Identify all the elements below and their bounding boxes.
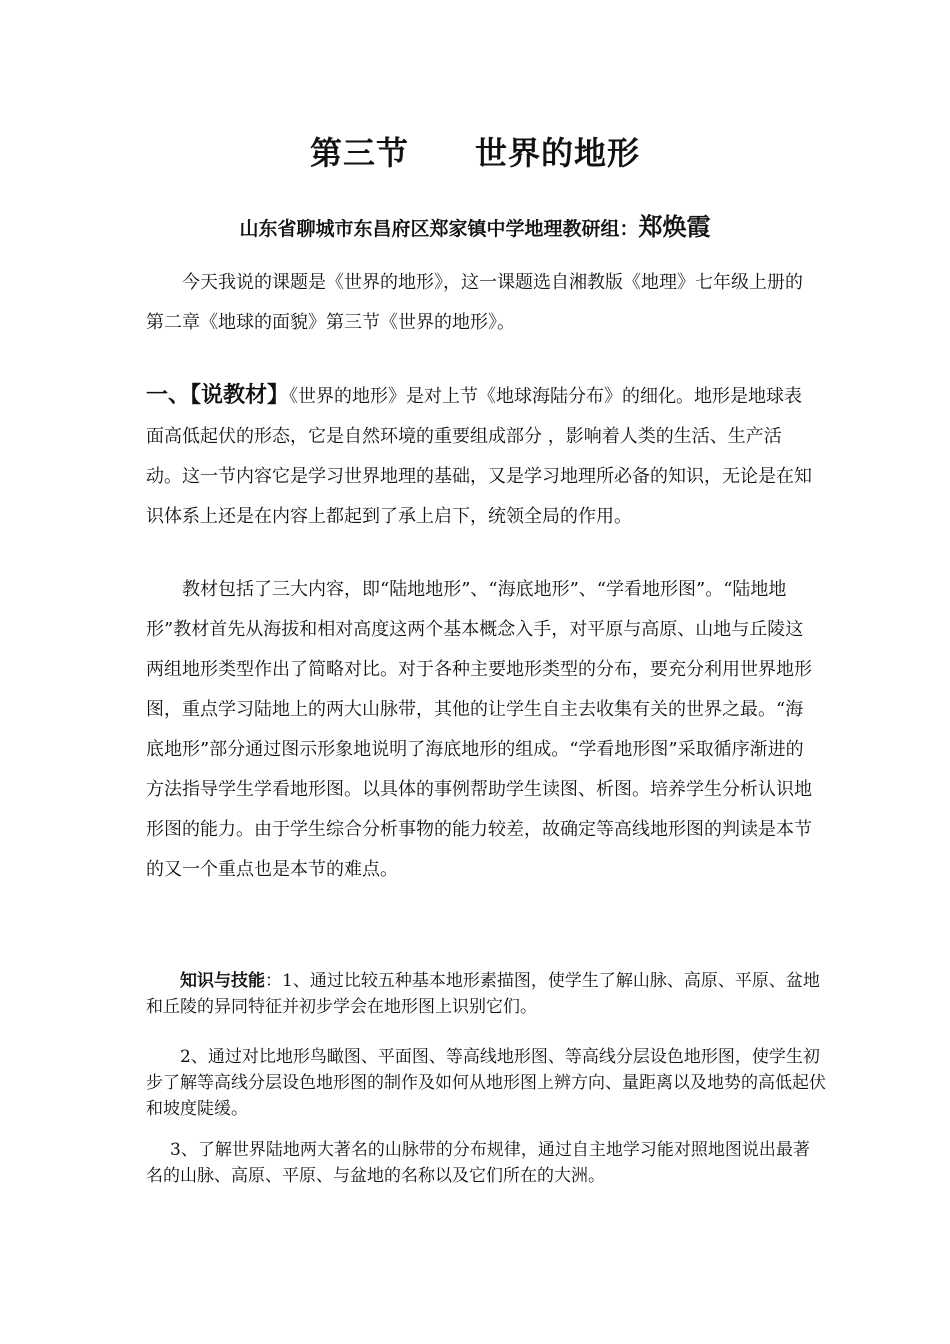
section-number: 一、 [146,383,191,408]
skills-item-1 [146,968,826,1020]
skills-item-2-text: 2、通过对比地形鸟瞰图、平面图、等高线地形图、等高线分层设色地形图，使学生初步了解等高线分层设色地形图的制作及如何从地形图上辨方向、量距离以及地势的高低起伏和坡度陡缓。 [146,1047,826,1119]
skills-item-3 [146,1137,826,1189]
author-name: 郑焕霞 [638,213,711,241]
page-title [0,128,950,174]
skills-item-3-text: 3、了解世界陆地两大著名的山脉带的分布规律，通过自主地学习能对照地图说出最著名的山脉、高原、平原、与盆地的名称以及它们所在的大洲。 [146,1140,810,1186]
content-paragraph [146,570,816,890]
skills-item-1-text: 1、通过比较五种基本地形素描图，使学生了解山脉、高原、平原、盆地和丘陵的异同特征并初步学会在地形图上识别它们。 [146,971,820,1017]
skills-item-2 [146,1044,826,1122]
content-text: 教材包括了三大内容，即“陆地地形”、“海底地形”、“学看地形图”。“陆地地形”教材首先从海拔和相对高度这两个基本概念入手，对平原与高原、山地与丘陵这两组地形类型作出了简略对比。对于各种主要地形类型的分布，要充分利用世界地形图，重点学习陆地上的两大山脉带，其他的让学生自主去收集有关的世界之最。“海底地形”部分通过图示形象地说明了海底地形的组成。“学看地形图”采取循序渐进的方法指导学生学看地形图。以具体的事例帮助学生读图、析图。培养学生分析认识地形图的能力。由于学生综合分析事物的能力较差，故确定等高线地形图的判读是本节的又一个重点也是本节的难点。 [146,579,812,880]
author-organization: 山东省聊城市东昌府区郑家镇中学地理教研组： [239,218,639,240]
title-topic: 世界的地形 [475,134,641,172]
skills-colon: ： [265,971,282,991]
skills-label: 知识与技能 [180,971,265,991]
section-textbook-text: 《世界的地形》是对上节《地球海陆分布》的细化。地形是地球表面高低起伏的形态，它是自然环境的重要组成部分 ，影响着人类的生活、生产活动。这一节内容它是学习世界地理的基础，又是学习地理所必备的知识，无论是在知识体系上还是在内容上都起到了承上启下，统领全局的作用。 [146,386,812,527]
author-line [0,207,950,242]
section-heading: 【说教材】 [190,383,290,408]
title-section-number: 第三节 [309,134,409,172]
intro-text: 今天我说的课题是《世界的地形》，这一课题选自湘教版《地理》七年级上册的第二章《地球的面貌》第三节《世界的地形》。 [146,272,803,333]
section-textbook-paragraph [146,376,816,537]
intro-paragraph [146,263,816,343]
